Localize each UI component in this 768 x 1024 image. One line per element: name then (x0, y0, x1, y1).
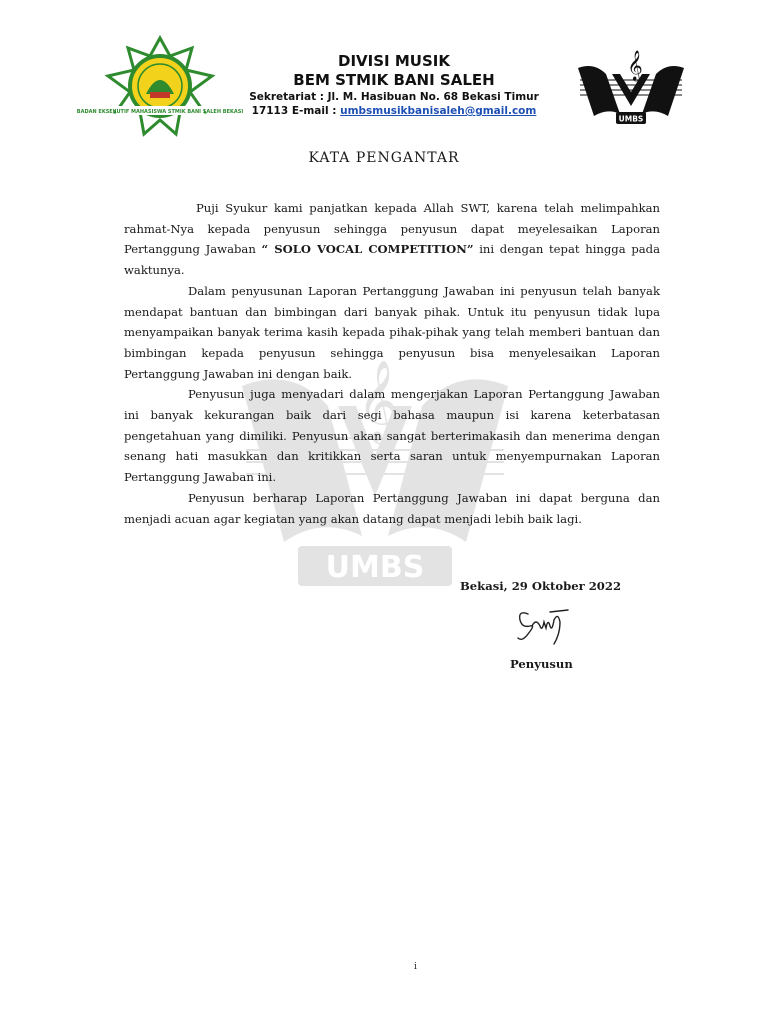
body-text (124, 198, 660, 529)
email-link[interactable]: umbsmusikbanisaleh@gmail.com (340, 105, 537, 117)
address-line2 (236, 104, 552, 118)
org-name-line1: DIVISI MUSIK (338, 52, 450, 70)
paragraph-1 (124, 198, 660, 281)
address-line1: Sekretariat : Jl. M. Hasibuan No. 68 Bekasi Timur (249, 91, 539, 103)
page-number: i (414, 962, 417, 972)
event-name: “ SOLO VOCAL COMPETITION” (261, 242, 474, 257)
right-logo-text: UMBS (618, 114, 644, 124)
letterhead (236, 52, 552, 118)
paragraph-3: Penyusun juga menyadari dalam mengerjakan Laporan Pertanggung Jawaban ini banyak kekurangan baik dari segi bahasa maupun isi karena keterbatasan pengetahuan yang dimiliki. Penyusun akan sangat berterimakasih dan menerima dengan senang hati masukkan dan kritikkan serta saran untuk menyempurnakan Laporan Pertanggung Jawaban ini. (124, 387, 660, 485)
svg-text:𝄞: 𝄞 (357, 359, 399, 441)
umbs-logo-icon (572, 44, 690, 128)
paragraph-1-part-c: ini dengan tepat hingga pada waktunya. (124, 242, 660, 278)
signer-label: Penyusun (510, 657, 573, 671)
paragraph-2: Dalam penyusunan Laporan Pertanggung Jawaban ini penyusun telah banyak mendapat bantuan dan bimbingan dari banyak pihak. Untuk itu penyusun tidak lupa menyampaikan banyak terima kasih kepada pihak-pihak yang telah memberi bantuan dan bimbingan kepada penyusun sehingga penyusun bisa menyelesaikan Laporan Pertanggung Jawaban ini dengan baik. (124, 283, 660, 381)
signature-icon (514, 604, 574, 648)
bem-logo-icon (76, 36, 244, 136)
address-line2-prefix: 17113 E-mail : (251, 105, 341, 117)
svg-text:𝄞: 𝄞 (627, 51, 643, 81)
paragraph-4: Penyusun berharap Laporan Pertanggung Jawaban ini dapat berguna dan menjadi acuan agar kegiatan yang akan datang dapat menjadi lebih baik lagi. (124, 490, 660, 526)
org-name-line2: BEM STMIK BANI SALEH (293, 71, 495, 89)
watermark-text: UMBS (325, 550, 425, 585)
page-title: KATA PENGANTAR (308, 150, 460, 166)
paragraph-1-part-a: Puji Syukur kami panjatkan kepada Allah SWT, karena telah melimpahkan rahmat-Nya kepada penyusun sehingga penyusun dapat meyelesaikan Laporan Pertanggung Jawaban (124, 201, 660, 257)
place-date: Bekasi, 29 Oktober 2022 (460, 579, 622, 593)
left-logo-text: BADAN EKSEKUTIF MAHASISWA STMIK BANI SALEH BEKASI (76, 109, 244, 115)
